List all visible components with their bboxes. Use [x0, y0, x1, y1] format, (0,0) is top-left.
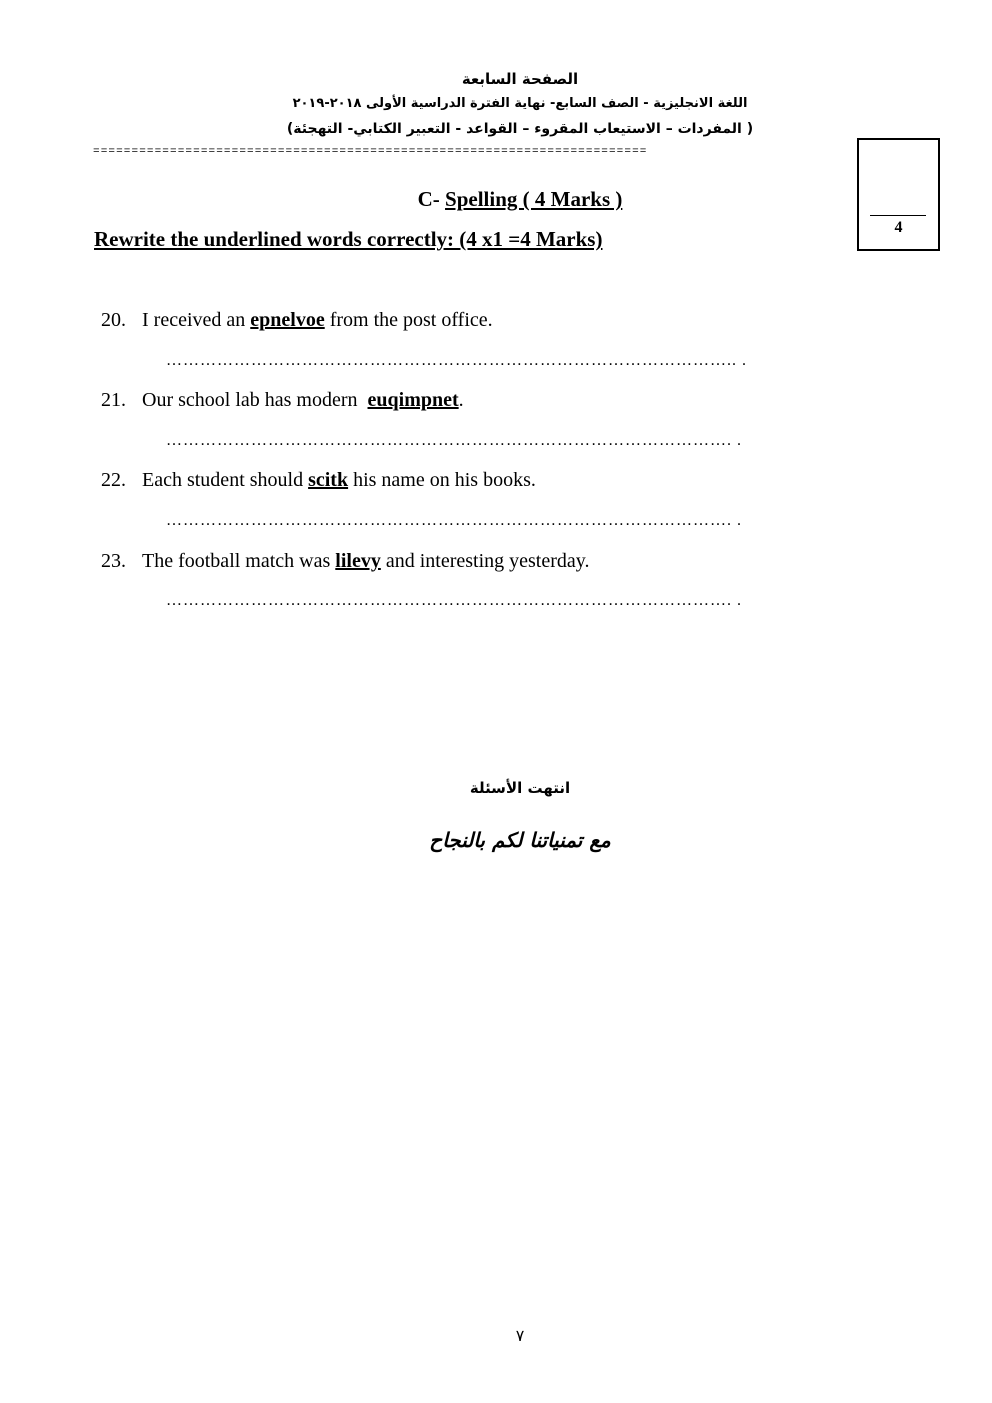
section-prefix: C- [417, 187, 446, 211]
answer-line[interactable]: ………………………………………………………………………………………. . [166, 432, 742, 449]
answer-line[interactable]: ……………………………………………………………………………………….. . [166, 352, 747, 369]
question-text: and interesting yesterday. [380, 550, 590, 572]
answer-line[interactable]: ………………………………………………………………………………………. . [166, 592, 742, 609]
question-text: Each student should [142, 469, 309, 491]
question-number: 22. [101, 469, 126, 491]
question-number: 21. [101, 389, 126, 411]
misspelled-word: epnelvoe [250, 309, 325, 331]
question-text: I received an [142, 309, 251, 331]
header-divider: ======================================================================== [93, 146, 648, 158]
answer-line[interactable]: ………………………………………………………………………………………. . [166, 512, 742, 529]
question-20 [101, 309, 493, 332]
question-text: his name on his books. [348, 469, 536, 491]
section-title-text: Spelling ( 4 Marks ) [445, 187, 623, 211]
score-value: 4 [894, 219, 903, 236]
misspelled-word: scitk [308, 469, 349, 491]
misspelled-word: euqimpnet [367, 389, 459, 411]
end-of-questions: انتهت الأسئلة [469, 779, 571, 797]
question-21 [101, 389, 464, 412]
good-luck-message: مع تمنياتنا لكم بالنجاح [429, 828, 611, 852]
question-23 [101, 550, 589, 573]
section-title [0, 187, 992, 212]
question-text: Our school lab has modern [142, 389, 368, 411]
question-22 [101, 469, 536, 492]
question-number: 20. [101, 309, 126, 331]
instruction: Rewrite the underlined words correctly: (4 x1 =4 Marks) [94, 227, 603, 251]
question-text: from the post office. [324, 309, 493, 331]
question-number: 23. [101, 550, 126, 572]
score-line [870, 215, 926, 216]
question-text: The football match was [142, 550, 336, 572]
exam-topics: ( المفردات – الاستيعاب المقروء – القواعد - التعبير الكتابي- التهجئة) [286, 121, 754, 137]
page-number: ٧ [515, 1328, 525, 1345]
page-title: الصفحة السابعة [461, 70, 579, 88]
question-text: . [458, 389, 464, 411]
misspelled-word: lilevy [335, 550, 381, 572]
exam-subtitle: اللغة الانجليزية - الصف السابع- نهاية الفترة الدراسية الأولى ٢٠١٨-٢٠١٩ [292, 96, 748, 111]
